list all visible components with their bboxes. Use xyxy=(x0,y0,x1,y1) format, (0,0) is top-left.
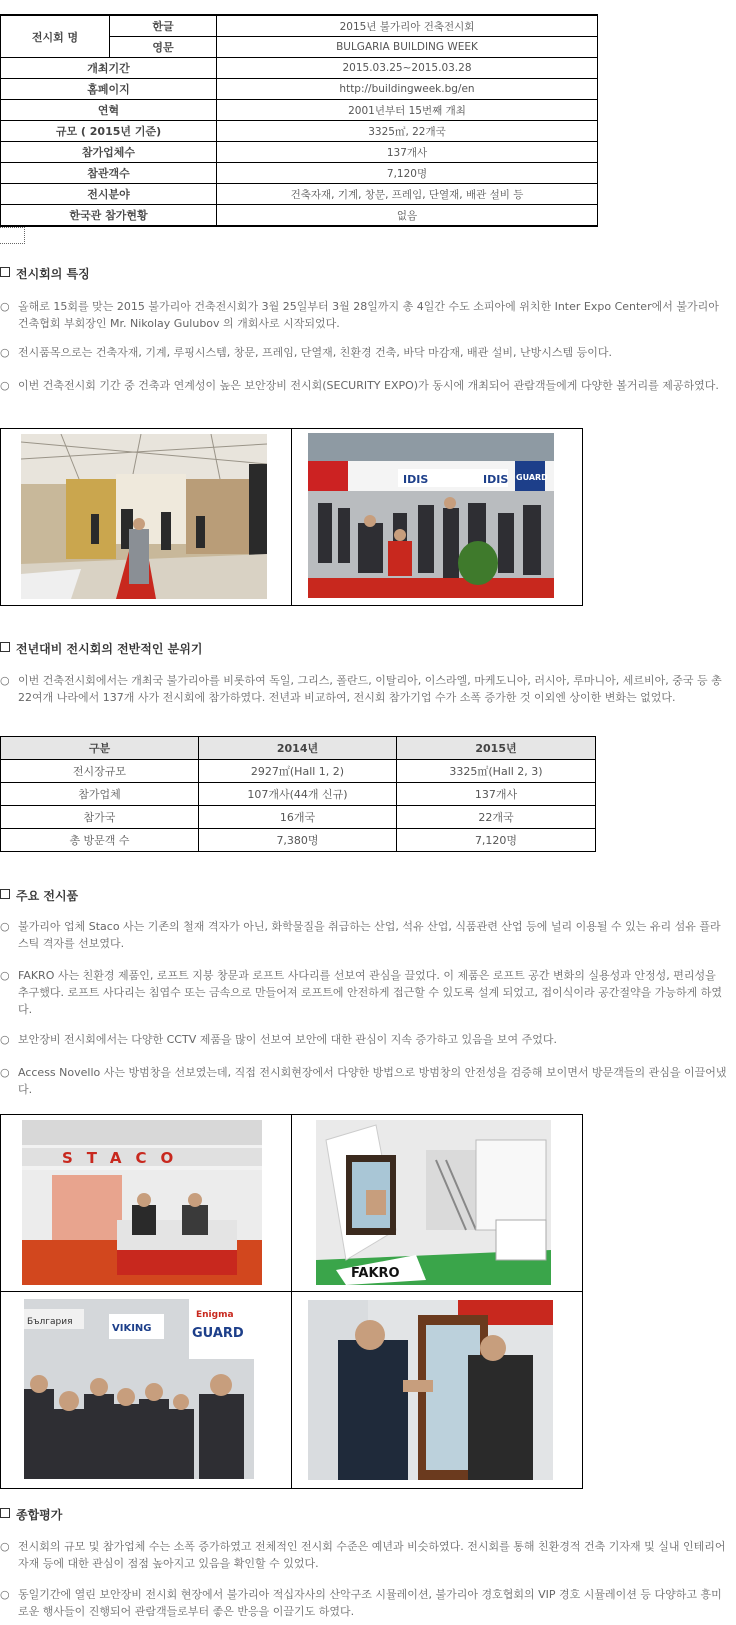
circle-bullet-icon: ○ xyxy=(0,674,10,687)
circle-bullet-icon: ○ xyxy=(0,920,10,933)
table-row: 참가업체 107개사(44개 신규) 137개사 xyxy=(1,783,596,806)
section-heading-features: 전시회의 특징 xyxy=(0,265,90,282)
fakro-sign: FAKRO xyxy=(351,1266,400,1281)
guard-sign-2: GUARD xyxy=(192,1326,244,1341)
idis-sign-2: IDIS xyxy=(483,473,509,486)
bullet-item: ○ 보안장비 전시회에서는 다양한 CCTV 제품을 많이 선보여 보안에 대한 관심이 지속 증가하고 있음을 보여 주었다. xyxy=(0,1033,557,1046)
row-value: 없음 xyxy=(217,205,598,227)
bullet-item: ○ 불가리아 업체 Staco 사는 기존의 철재 격자가 아닌, 화학물질을 취급하는 산업, 석유 산업, 식품관련 산업 등에 널리 이용될 수 있는 유리 섬유 플라스틱 격자를 선보였다. xyxy=(0,920,721,950)
empty-anchor-box xyxy=(0,227,25,244)
circle-bullet-icon: ○ xyxy=(0,1033,10,1046)
title-label: 전시회 명 xyxy=(1,15,110,58)
security-booth-crowd-photo xyxy=(24,1299,254,1479)
column-header: 2014년 xyxy=(199,737,397,760)
section-heading-atmosphere: 전년대비 전시회의 전반적인 분위기 xyxy=(0,640,202,657)
bullet-item: ○ 이번 건축전시회 기간 중 건축과 연계성이 높은 보안장비 전시회(SECURITY EXPO)가 동시에 개최되어 관람객들에게 다양한 볼거리를 제공하였다. xyxy=(0,379,719,392)
circle-bullet-icon: ○ xyxy=(0,1066,10,1079)
bullet-item: ○ 전시회의 규모 및 참가업체 수는 소폭 증가하였고 전체적인 전시회 수준은 예년과 비슷하였다. 전시회를 통해 친환경적 건축 기자재 및 실내 인테리어 자재 등에 대한 관심이 점점 높아지고 있음을 확인할 수 있었다. xyxy=(0,1540,726,1570)
table-row: 전시장규모 2927㎡(Hall 1, 2) 3325㎡(Hall 2, 3) xyxy=(1,760,596,783)
exhibition-hall-photo xyxy=(21,434,267,599)
circle-bullet-icon: ○ xyxy=(0,379,10,392)
row-label: 참관객수 xyxy=(1,163,217,184)
security-expo-photo xyxy=(308,433,554,598)
bullet-item: ○ 전시품목으로는 건축자재, 기계, 루핑시스템, 창문, 프레임, 단열재, 친환경 건축, 바닥 마감재, 배관 설비, 난방시스템 등이다. xyxy=(0,346,612,359)
section-square-icon xyxy=(0,889,10,899)
table-row: 참가국 16개국 22개국 xyxy=(1,806,596,829)
table-row: 총 방문객 수 7,380명 7,120명 xyxy=(1,829,596,852)
exhibition-info-table xyxy=(0,14,598,227)
bulgaria-sign: България xyxy=(27,1317,73,1327)
row-value: 2001년부터 15번째 개최 xyxy=(217,100,598,121)
row-label: 개최기간 xyxy=(1,58,217,79)
section-square-icon xyxy=(0,267,10,277)
idis-sign: IDIS xyxy=(403,473,429,486)
section-square-icon xyxy=(0,642,10,652)
english-title: BULGARIA BUILDING WEEK xyxy=(217,37,598,58)
photo-grid-features xyxy=(0,428,583,606)
row-label: 연혁 xyxy=(1,100,217,121)
window-security-test-photo xyxy=(308,1300,553,1480)
bullet-item: ○ 동일기간에 열린 보안장비 전시회 현장에서 불가리아 적십자사의 산악구조 시뮬레이션, 불가리아 경호협회의 VIP 경호 시뮬레이션 등 다양하고 흥미로운 행사들이 진행되어 관람객들로부터 좋은 반응을 이끌기도 하였다. xyxy=(0,1588,722,1618)
bullet-item: ○ 이번 건축전시회에서는 개최국 불가리아를 비롯하여 독일, 그리스, 폴란드, 이탈리아, 이스라엘, 마케도니아, 러시아, 루마니아, 세르비아, 중국 등 총 22여개 나라에서 137개 사가 전시회에 참가하였다. 전년과 비교하여, 전시회 참가기업 수가 소폭 증가한 것 이외엔 상이한 변화는 없었다. xyxy=(0,674,722,704)
row-value: 건축자재, 기계, 창문, 프레임, 단열재, 배관 설비 등 xyxy=(217,184,598,205)
guard-sign: GUARD xyxy=(516,473,548,482)
bullet-item: ○ 올해로 15회를 맞는 2015 불가리아 건축전시회가 3월 25일부터 3월 28일까지 총 4일간 수도 소피아에 위치한 Inter Expo Center에서 불가리아 건축협회 부회장인 Mr. Nikolay Gulubov 의 개회사로 시작되었다. xyxy=(0,300,719,330)
row-label: 한국관 참가현황 xyxy=(1,205,217,227)
enigma-sign: Enigma xyxy=(196,1310,234,1320)
column-header: 구분 xyxy=(1,737,199,760)
row-value: 7,120명 xyxy=(217,163,598,184)
circle-bullet-icon: ○ xyxy=(0,346,10,359)
homepage-link[interactable]: http://buildingweek.bg/en xyxy=(217,79,598,100)
row-value: 137개사 xyxy=(217,142,598,163)
viking-sign: VIKING xyxy=(112,1323,152,1334)
row-label: 홈페이지 xyxy=(1,79,217,100)
section-heading-products: 주요 전시품 xyxy=(0,887,78,904)
section-heading-summary: 종합평가 xyxy=(0,1506,62,1523)
row-label: 전시분야 xyxy=(1,184,217,205)
photo-grid-products xyxy=(0,1114,583,1489)
korean-label: 한글 xyxy=(110,15,217,37)
fakro-window-photo xyxy=(316,1120,551,1285)
english-label: 영문 xyxy=(110,37,217,58)
bullet-item: ○ Access Novello 사는 방범창을 선보였는데, 직접 전시회현장에서 다양한 방법으로 방범창의 안전성을 검증해 보이면서 방문객들의 관심을 이끌어냈다. xyxy=(0,1066,727,1096)
row-value: 2015.03.25~2015.03.28 xyxy=(217,58,598,79)
staco-sign: STACO xyxy=(62,1149,188,1167)
korean-title: 2015년 불가리아 건축전시회 xyxy=(217,15,598,37)
circle-bullet-icon: ○ xyxy=(0,1588,10,1601)
section-square-icon xyxy=(0,1508,10,1518)
circle-bullet-icon: ○ xyxy=(0,300,10,313)
bullet-item: ○ FAKRO 사는 친환경 제품인, 로프트 지붕 창문과 로프트 사다리를 선보여 관심을 끌었다. 이 제품은 로프트 공간 변화의 실용성과 안정성, 편리성을 추구했다. 로프트 사다리는 침엽수 또는 금속으로 만들어져 로프트에 안전하게 접근할 수 있도록 설계 되었고, 접이식이라 공간절약을 가능하게 하였다. xyxy=(0,969,722,1016)
row-value: 3325㎡, 22개국 xyxy=(217,121,598,142)
circle-bullet-icon: ○ xyxy=(0,969,10,982)
column-header: 2015년 xyxy=(397,737,596,760)
staco-booth-photo xyxy=(22,1120,262,1285)
year-comparison-table xyxy=(0,736,596,852)
row-label: 규모 ( 2015년 기준) xyxy=(1,121,217,142)
row-label: 참가업체수 xyxy=(1,142,217,163)
circle-bullet-icon: ○ xyxy=(0,1540,10,1553)
